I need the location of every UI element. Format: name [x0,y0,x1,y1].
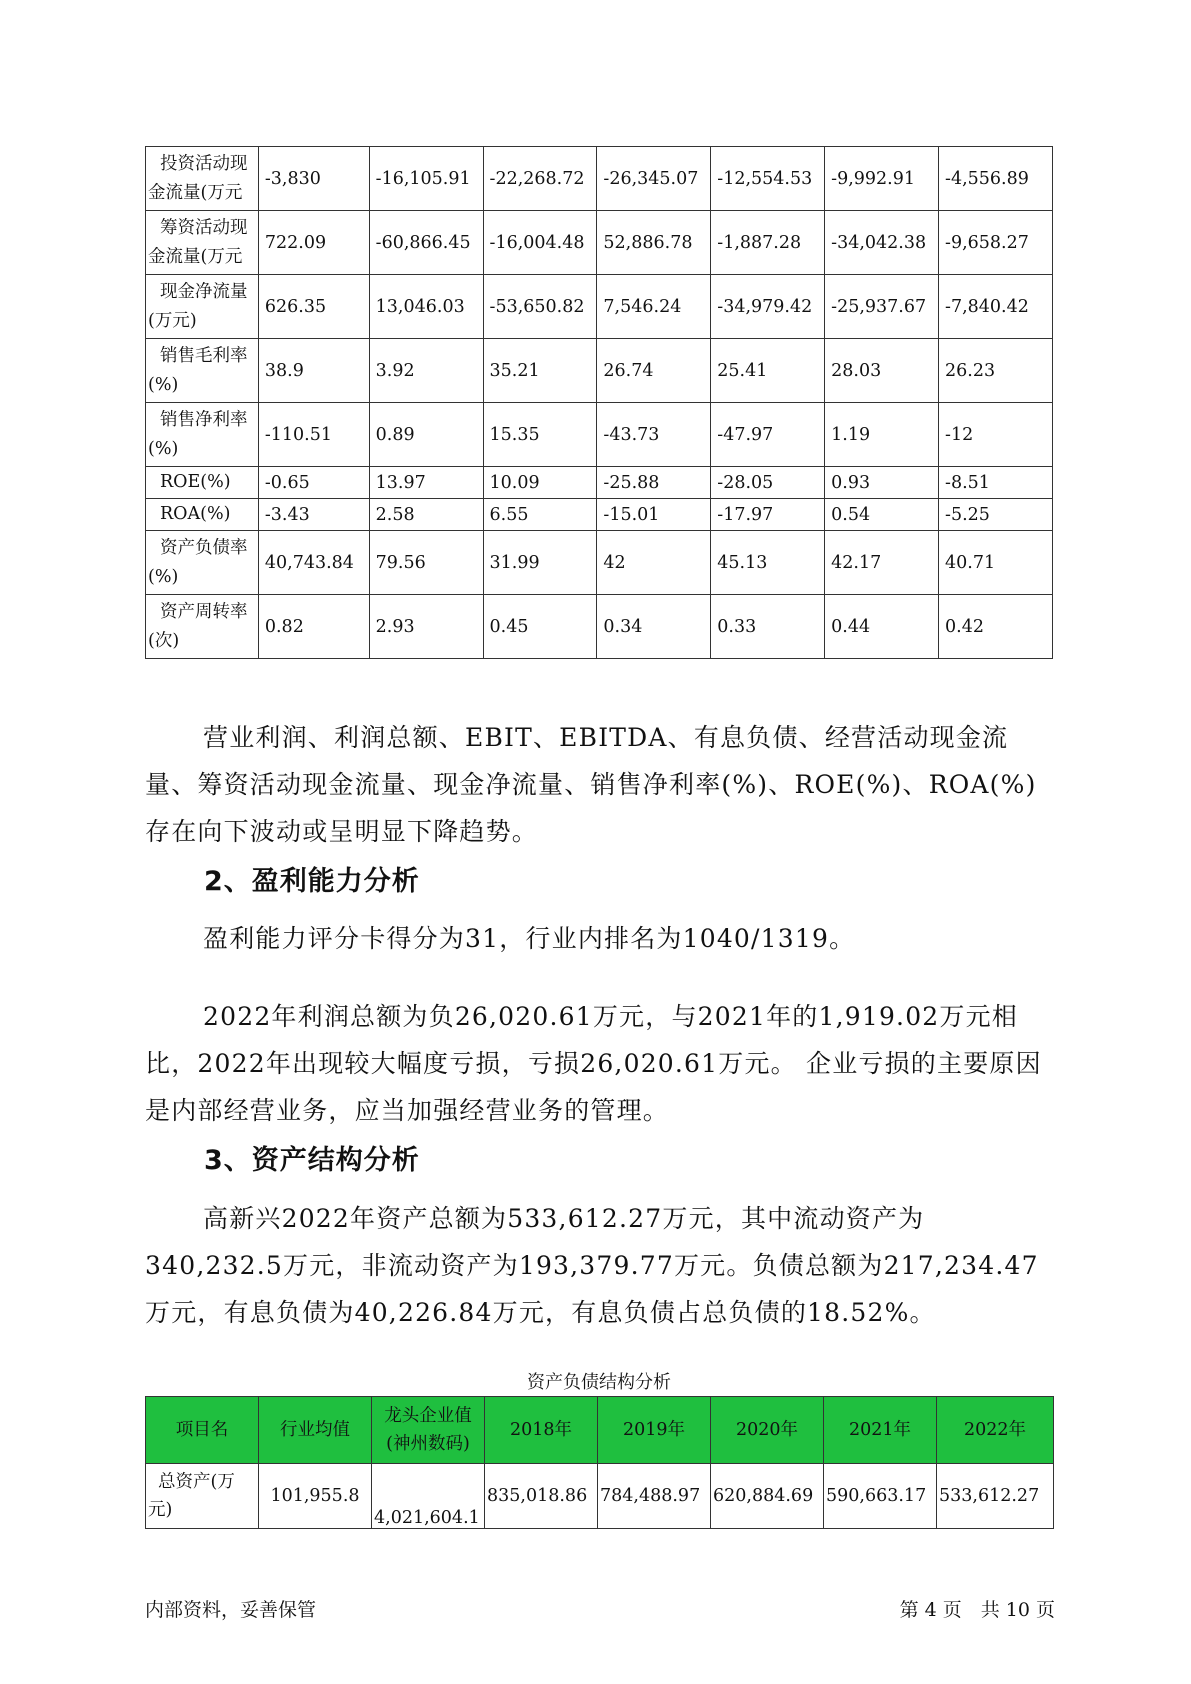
table-cell: -34,042.38 [825,211,939,275]
table-cell: 626.35 [258,275,369,339]
table-cell: -47.97 [711,403,825,467]
table-cell: 3.92 [369,339,483,403]
table-cell: -15.01 [597,499,711,531]
section-heading-profitability: 2、盈利能力分析 [204,866,420,897]
table-cell: 4,021,604.1 [372,1464,485,1529]
table-row [146,211,1053,275]
footer-confidential-note: 内部资料，妥善保管 [145,1599,317,1621]
row-label: 现金净流量(万元) [146,275,259,339]
table-cell: 26.74 [597,339,711,403]
financial-metrics-table [145,146,1053,659]
table-cell: -25.88 [597,467,711,499]
table-cell: -8.51 [939,467,1053,499]
paragraph-text: 高新兴2022年资产总额为533,612.27万元，其中流动资产为340,232.5万元，非流动资产为193,379.77万元。负债总额为217,234.47万元，有息负债为40,226.84万元，有息负债占总负债的18.52%。 [145,1204,1039,1327]
column-header: 项目名 [146,1397,259,1464]
table-cell: -12 [939,403,1053,467]
table-cell: -34,979.42 [711,275,825,339]
table-row [146,531,1053,595]
table-row [146,147,1053,211]
table-row [146,403,1053,467]
table-cell: 26.23 [939,339,1053,403]
row-label: 销售毛利率(%) [146,339,259,403]
table-cell: 2.93 [369,595,483,659]
table-caption: 资产负债结构分析 [527,1372,671,1393]
table-cell: 42 [597,531,711,595]
column-header: 2020年 [711,1397,824,1464]
table-cell: 28.03 [825,339,939,403]
table-cell: -22,268.72 [483,147,597,211]
column-header: 2018年 [485,1397,598,1464]
table-row [146,595,1053,659]
table-cell: -1,887.28 [711,211,825,275]
profitability-score-paragraph [145,915,1055,962]
table-cell: 0.93 [825,467,939,499]
table-cell: 0.34 [597,595,711,659]
paragraph-text: 营业利润、利润总额、EBIT、EBITDA、有息负债、经营活动现金流量、筹资活动现金流量、现金净流量、销售净利率(%)、ROE(%)、ROA(%)存在向下波动或呈明显下降趋势。 [145,723,1037,846]
table-cell: 40,743.84 [258,531,369,595]
table-cell: 784,488.97 [598,1464,711,1529]
table-cell: 533,612.27 [937,1464,1054,1529]
table-cell: -16,004.48 [483,211,597,275]
table-cell: 0.45 [483,595,597,659]
table-cell: 38.9 [258,339,369,403]
column-header: 2019年 [598,1397,711,1464]
table-cell: 45.13 [711,531,825,595]
row-label: 筹资活动现金流量(万元 [146,211,259,275]
table-cell: -16,105.91 [369,147,483,211]
table-cell: -7,840.42 [939,275,1053,339]
table-cell: 0.42 [939,595,1053,659]
table-cell: 79.56 [369,531,483,595]
row-label: 资产负债率(%) [146,531,259,595]
table-cell: -5.25 [939,499,1053,531]
column-header: 龙头企业值(神州数码) [372,1397,485,1464]
table-cell: -9,992.91 [825,147,939,211]
paragraph-text: 盈利能力评分卡得分为31，行业内排名为1040/1319。 [203,924,856,953]
table-cell: 13.97 [369,467,483,499]
table-header-row [146,1397,1054,1464]
table-cell: 0.54 [825,499,939,531]
table-cell: -3,830 [258,147,369,211]
table-cell: -53,650.82 [483,275,597,339]
table-cell: -9,658.27 [939,211,1053,275]
table-cell: -110.51 [258,403,369,467]
table-cell: 0.44 [825,595,939,659]
table-cell: -17.97 [711,499,825,531]
table-cell: 7,546.24 [597,275,711,339]
table-cell: 722.09 [258,211,369,275]
row-label: ROE(%) [146,467,259,499]
table-cell: -25,937.67 [825,275,939,339]
column-header: 行业均值 [259,1397,372,1464]
table-cell: 52,886.78 [597,211,711,275]
column-header: 2021年 [824,1397,937,1464]
profit-analysis-paragraph [145,993,1055,1134]
table-cell: 35.21 [483,339,597,403]
footer-page-number: 第 4 页 共 10 页 [899,1599,1055,1621]
table-cell: 42.17 [825,531,939,595]
table-row [146,467,1053,499]
table-cell: -60,866.45 [369,211,483,275]
table-row [146,499,1053,531]
table-cell: 10.09 [483,467,597,499]
table-cell: 25.41 [711,339,825,403]
table-row [146,275,1053,339]
table-cell: -43.73 [597,403,711,467]
table-row [146,1464,1054,1529]
table-cell: 13,046.03 [369,275,483,339]
table-cell: 0.89 [369,403,483,467]
table-cell: 31.99 [483,531,597,595]
asset-structure-paragraph [145,1195,1055,1336]
row-label: 销售净利率(%) [146,403,259,467]
table-cell: 101,955.8 [259,1464,372,1529]
table-cell: 2.58 [369,499,483,531]
row-label: 资产周转率(次) [146,595,259,659]
table-cell: -3.43 [258,499,369,531]
trend-paragraph [145,714,1055,855]
row-label: 总资产(万元) [146,1464,259,1529]
table-cell: 0.82 [258,595,369,659]
table-cell: -26,345.07 [597,147,711,211]
table-cell: 835,018.86 [485,1464,598,1529]
table-cell: -0.65 [258,467,369,499]
row-label: ROA(%) [146,499,259,531]
table-cell: -12,554.53 [711,147,825,211]
table-cell: 40.71 [939,531,1053,595]
asset-liability-structure-table [145,1396,1054,1529]
table-cell: 0.33 [711,595,825,659]
table-cell: 590,663.17 [824,1464,937,1529]
table-row [146,339,1053,403]
table-cell: 6.55 [483,499,597,531]
section-heading-asset-structure: 3、资产结构分析 [204,1145,420,1176]
column-header: 2022年 [937,1397,1054,1464]
row-label: 投资活动现金流量(万元 [146,147,259,211]
table-cell: 15.35 [483,403,597,467]
table-cell: -4,556.89 [939,147,1053,211]
table-cell: -28.05 [711,467,825,499]
table-cell: 1.19 [825,403,939,467]
paragraph-text: 2022年利润总额为负26,020.61万元，与2021年的1,919.02万元相比，2022年出现较大幅度亏损，亏损26,020.61万元。 企业亏损的主要原因是内部经营业务，应当加强经营业务的管理。 [145,1002,1042,1125]
table-cell: 620,884.69 [711,1464,824,1529]
